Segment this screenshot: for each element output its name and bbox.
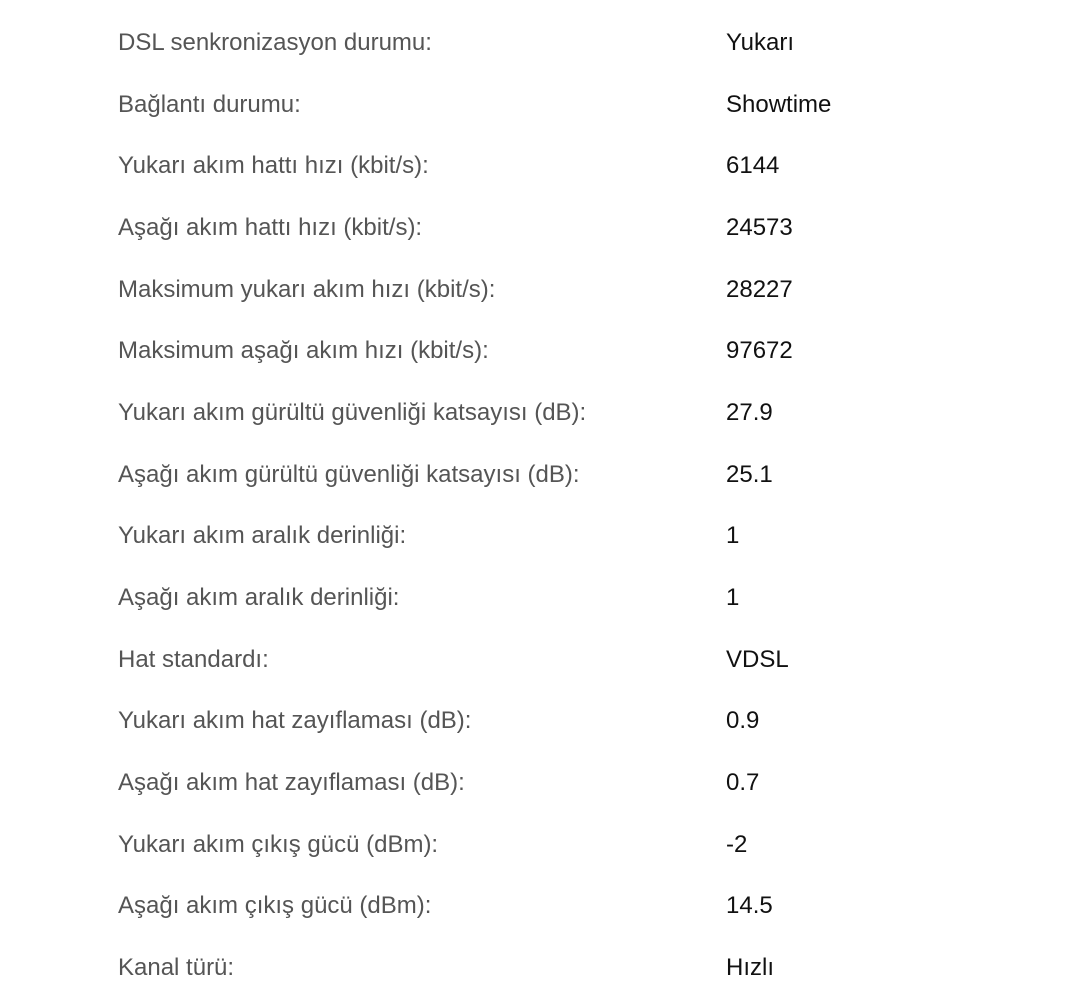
status-value: 27.9 (726, 398, 773, 426)
status-label: Aşağı akım hat zayıflaması (dB): (118, 769, 465, 797)
status-label: Aşağı akım çıkış gücü (dBm): (118, 892, 432, 920)
status-value: Showtime (726, 90, 832, 118)
status-label: Maksimum aşağı akım hızı (kbit/s): (118, 337, 489, 365)
status-row-max-upstream-rate (118, 259, 1018, 321)
status-row-channel-type (118, 937, 1018, 999)
status-value: 14.5 (726, 892, 773, 920)
status-value: 6144 (726, 152, 780, 180)
status-label: Yukarı akım çıkış gücü (dBm): (118, 830, 439, 858)
status-value: Hızlı (726, 954, 774, 982)
status-row-downstream-line-rate (118, 197, 1018, 259)
status-label: Yukarı akım aralık derinliği: (118, 522, 407, 550)
status-value: 0.9 (726, 707, 760, 735)
status-value: 97672 (726, 337, 793, 365)
status-value: Yukarı (726, 28, 795, 56)
status-value: 28227 (726, 275, 793, 303)
status-row-upstream-noise-margin (118, 382, 1018, 444)
status-value: 25.1 (726, 460, 773, 488)
status-value: 0.7 (726, 769, 760, 797)
status-label: Yukarı akım gürültü güvenliği katsayısı (dB): (118, 398, 587, 426)
status-label: Yukarı akım hat zayıflaması (dB): (118, 707, 472, 735)
status-value: 1 (726, 522, 740, 550)
status-label: Kanal türü: (118, 954, 235, 982)
status-label: Aşağı akım aralık derinliği: (118, 584, 400, 612)
status-label: Aşağı akım hattı hızı (kbit/s): (118, 213, 423, 241)
status-row-downstream-interleave-depth (118, 567, 1018, 629)
status-row-sync-state (118, 12, 1018, 74)
status-label: Yukarı akım hattı hızı (kbit/s): (118, 152, 429, 180)
status-value: 24573 (726, 213, 793, 241)
status-value: VDSL (726, 645, 789, 673)
status-row-downstream-attenuation (118, 752, 1018, 814)
status-row-downstream-noise-margin (118, 444, 1018, 506)
status-row-downstream-output-power (118, 876, 1018, 938)
status-label: Maksimum yukarı akım hızı (kbit/s): (118, 275, 496, 303)
status-row-max-downstream-rate (118, 320, 1018, 382)
status-row-upstream-attenuation (118, 691, 1018, 753)
status-label: DSL senkronizasyon durumu: (118, 28, 432, 56)
status-row-connection-state (118, 74, 1018, 136)
status-row-upstream-line-rate (118, 135, 1018, 197)
status-row-line-standard (118, 629, 1018, 691)
dsl-status-list (118, 12, 1018, 999)
status-label: Aşağı akım gürültü güvenliği katsayısı (dB): (118, 460, 580, 488)
status-row-upstream-output-power (118, 814, 1018, 876)
status-value: -2 (726, 830, 748, 858)
status-row-upstream-interleave-depth (118, 506, 1018, 568)
status-label: Bağlantı durumu: (118, 90, 301, 118)
status-label: Hat standardı: (118, 645, 269, 673)
status-value: 1 (726, 584, 740, 612)
